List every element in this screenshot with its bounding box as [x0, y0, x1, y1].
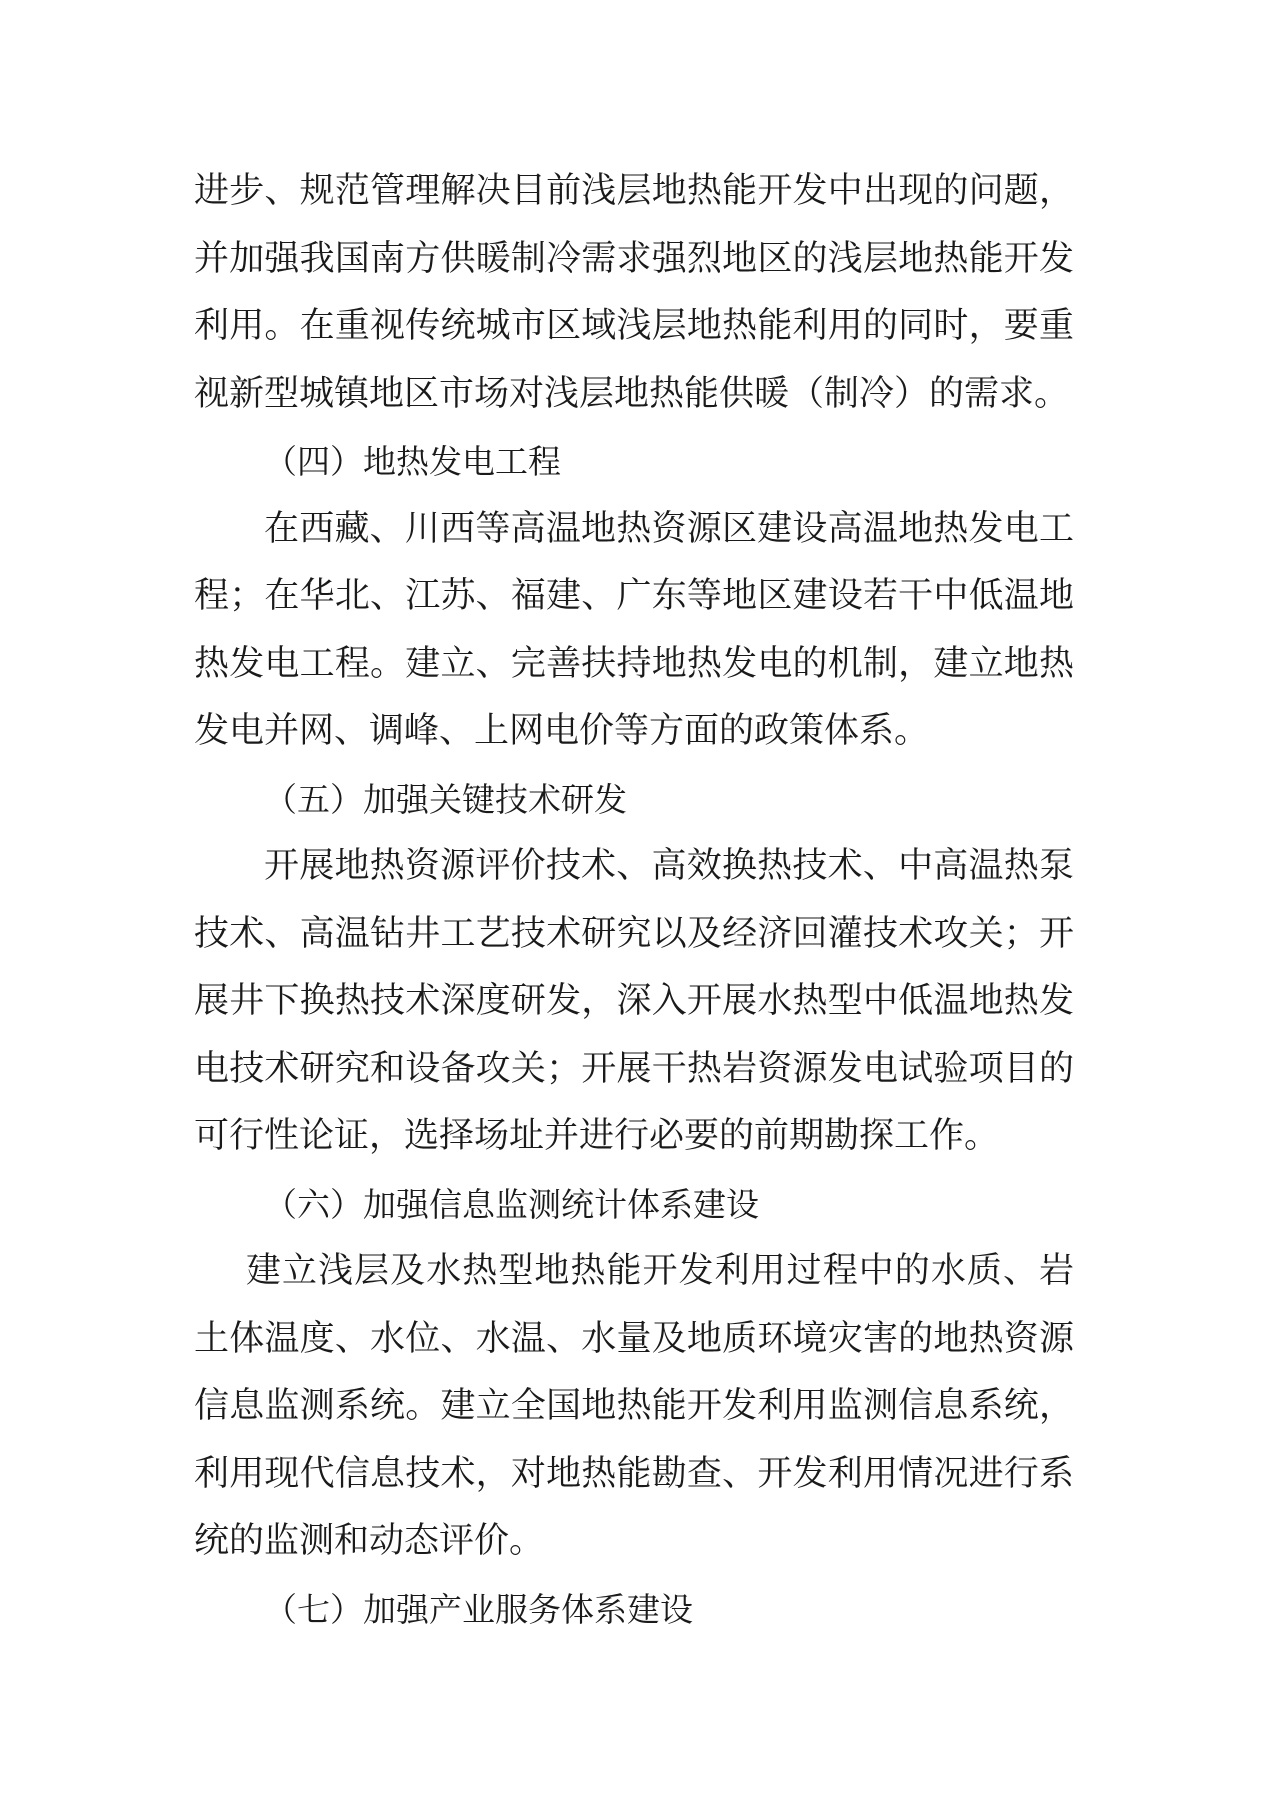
- heading-monitoring-system: （六）加强信息监测统计体系建设: [264, 1184, 759, 1224]
- heading-key-technology: （五）加强关键技术研发: [264, 779, 627, 819]
- heading-industry-service: （七）加强产业服务体系建设: [264, 1589, 693, 1629]
- paragraph-geothermal-power: 在西藏、川西等高温地热资源区建设高温地热发电工程；在华北、江苏、福建、广东等地区建设若干中低温地热发电工程。建立、完善扶持地热发电的机制，建立地热发电并网、调峰、上网电价等方面的政策体系。: [194, 508, 1074, 751]
- paragraph-shallow-geothermal: 进步、规范管理解决目前浅层地热能开发中出现的问题，并加强我国南方供暖制冷需求强烈地区的浅层地热能开发利用。在重视传统城市区域浅层地热能利用的同时，要重视新型城镇地区市场对浅层地热能供暖（制冷）的需求。: [194, 171, 1074, 414]
- paragraph-key-technology: 开展地热资源评价技术、高效换热技术、中高温热泵技术、高温钻井工艺技术研究以及经济回灌技术攻关；开展井下换热技术深度研发，深入开展水热型中低温地热发电技术研究和设备攻关；开展干热岩资源发电试验项目的可行性论证，选择场址并进行必要的前期勘探工作。: [194, 846, 1074, 1156]
- heading-geothermal-power: （四）地热发电工程: [264, 442, 561, 481]
- document-page: [194, 158, 1074, 1643]
- paragraph-monitoring-system: 建立浅层及水热型地热能开发利用过程中的水质、岩土体温度、水位、水温、水量及地质环境灾害的地热资源信息监测系统。建立全国地热能开发利用监测信息系统，利用现代信息技术，对地热能勘查、开发利用情况进行系统的监测和动态评价。: [194, 1251, 1074, 1561]
